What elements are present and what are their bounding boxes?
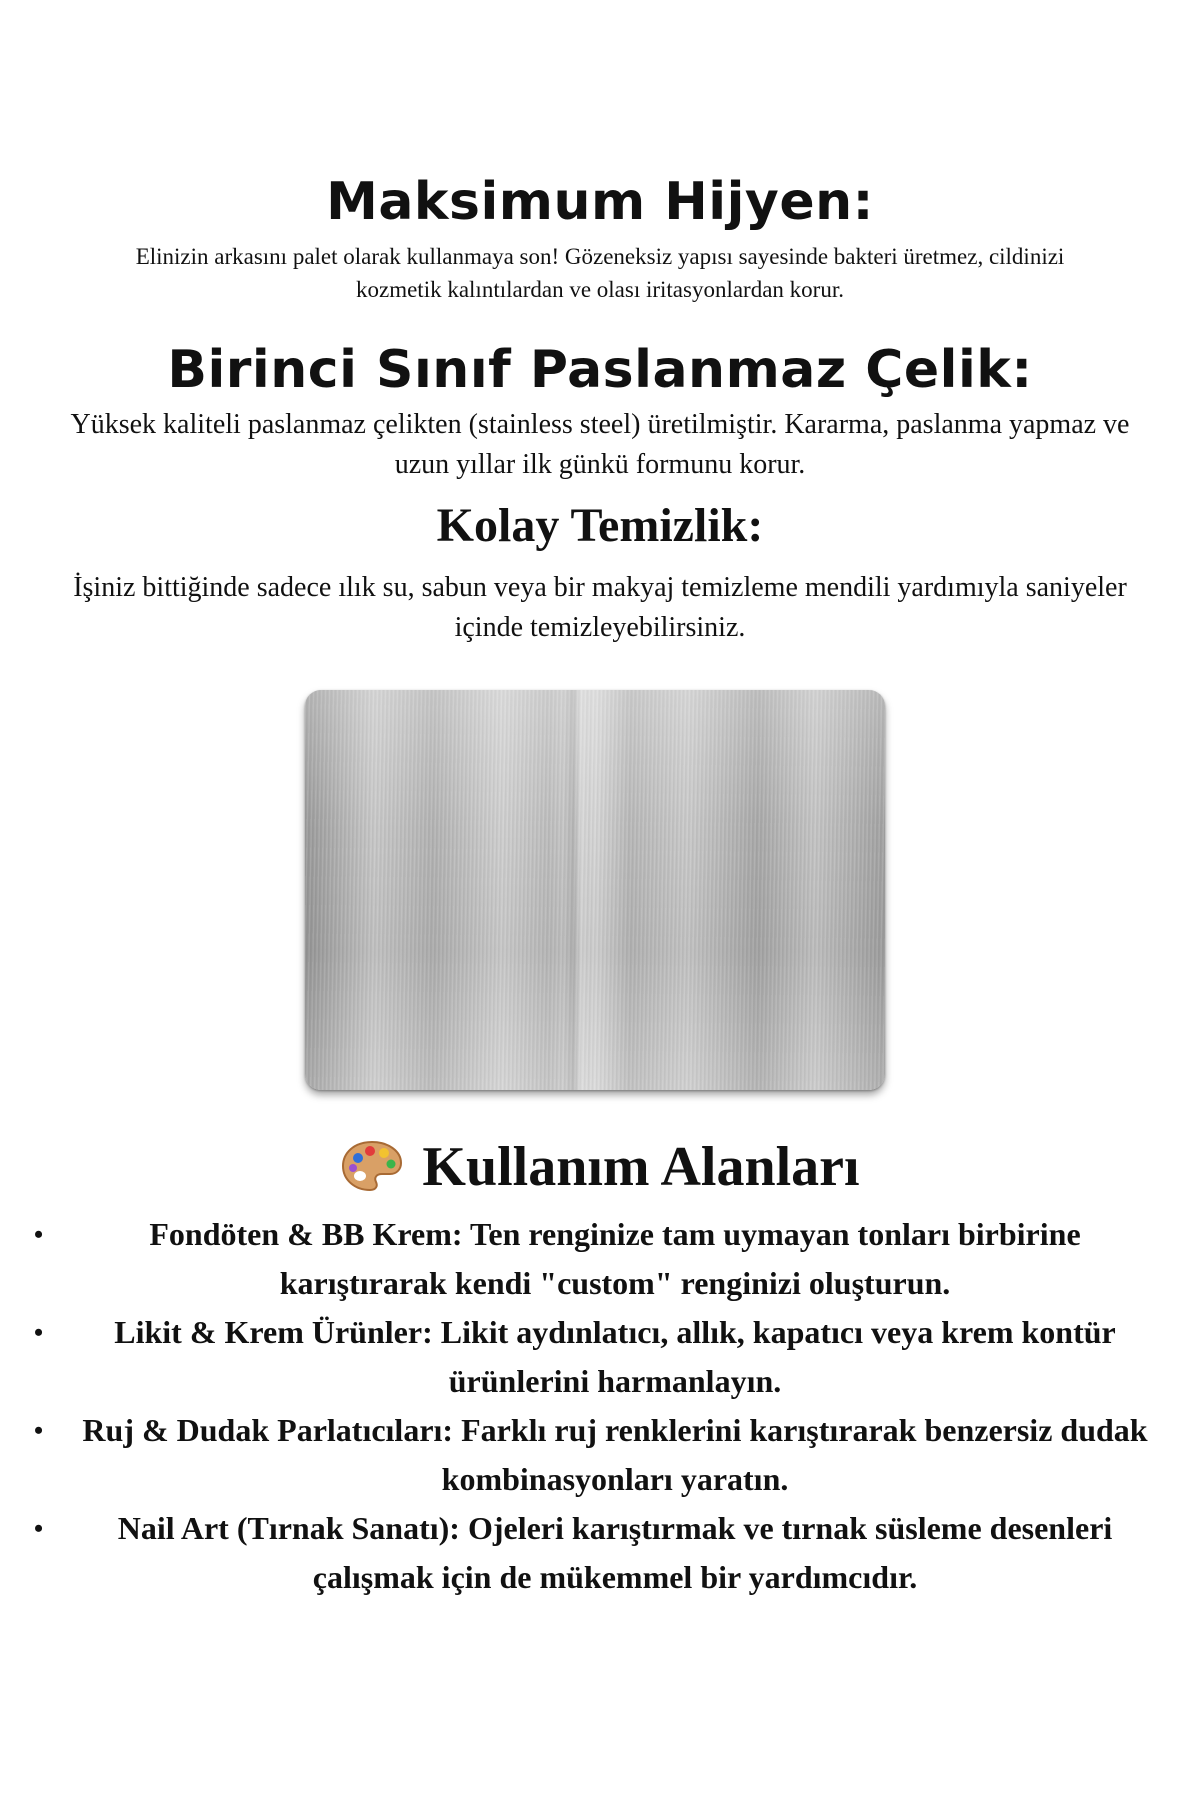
usage-item-text: Likit & Krem Ürünler: Likit aydınlatıcı, allık, kapatıcı veya krem kontür ürünlerini harmanlayın.	[114, 1314, 1116, 1399]
stainless-steel-plate-image	[305, 690, 885, 1090]
usage-item-foundation	[0, 1210, 1200, 1308]
cleaning-heading: Kolay Temizlik:	[436, 499, 764, 552]
hygiene-heading: Maksimum Hijyen:	[326, 172, 874, 232]
steel-heading: Birinci Sınıf Paslanmaz Çelik:	[167, 340, 1033, 400]
usage-item-liquid-cream	[0, 1308, 1200, 1406]
bullet-icon: •	[34, 1318, 44, 1347]
artist-palette-icon	[340, 1138, 404, 1194]
usage-item-text: Fondöten & BB Krem: Ten renginize tam uymayan tonları birbirine karıştırarak kendi "custom" renginizi oluşturun.	[149, 1216, 1081, 1301]
usage-item-text: Nail Art (Tırnak Sanatı): Ojeleri karıştırmak ve tırnak süsleme desenleri çalışmak için de mükemmel bir yardımcıdır.	[117, 1510, 1113, 1595]
steel-description: Yüksek kaliteli paslanmaz çelikten (stainless steel) üretilmiştir. Kararma, paslanma yapmaz ve uzun yıllar ilk günkü formunu korur.	[70, 409, 1130, 480]
usage-list	[0, 1210, 1200, 1602]
bullet-icon: •	[34, 1514, 44, 1543]
bullet-icon: •	[34, 1416, 44, 1445]
usage-heading	[0, 1132, 1200, 1202]
usage-item-text: Ruj & Dudak Parlatıcıları: Farklı ruj renklerini karıştırarak benzersiz dudak kombinasyonları yaratın.	[82, 1412, 1148, 1497]
hygiene-description: Elinizin arkasını palet olarak kullanmaya son! Gözeneksiz yapısı sayesinde bakteri üretmez, cildinizi kozmetik kalıntılardan ve olası iritasyonlardan korur.	[135, 244, 1065, 302]
usage-heading-text: Kullanım Alanları	[422, 1136, 860, 1198]
plate-sheen	[305, 690, 885, 1090]
bullet-icon: •	[34, 1220, 44, 1249]
cleaning-description: İşiniz bittiğinde sadece ılık su, sabun veya bir makyaj temizleme mendili yardımıyla saniyeler içinde temizleyebilirsiniz.	[73, 572, 1127, 643]
usage-item-lipstick	[0, 1406, 1200, 1504]
usage-item-nail-art	[0, 1504, 1200, 1602]
